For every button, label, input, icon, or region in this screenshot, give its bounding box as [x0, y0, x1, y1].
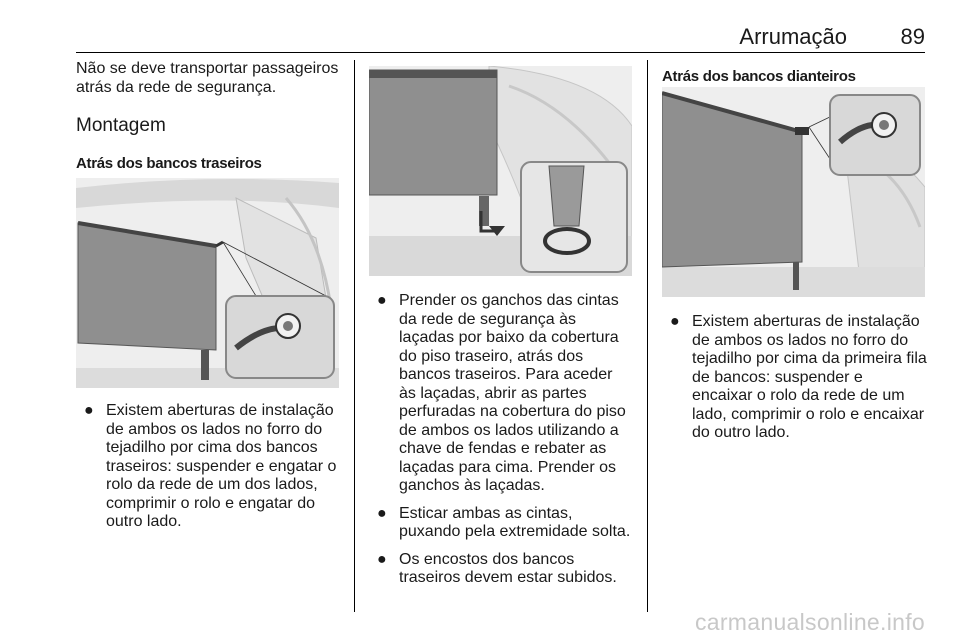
- section-heading: Montagem: [76, 115, 166, 136]
- watermark: carmanualsonline.info: [694, 609, 925, 635]
- column-right: [662, 60, 927, 443]
- list-item: ● Existem aberturas de instalação de ambos os lados no forro do tejadilho por cima dos bancos traseiros: suspender e engatar o rolo da rede de um dos lados, comprimir o rolo e engatar do outro lado.: [84, 402, 337, 530]
- column-left: [76, 60, 342, 532]
- subsection-heading: Atrás dos bancos dianteiros: [662, 68, 856, 85]
- page-header: [76, 22, 925, 53]
- subsection-heading: Atrás dos bancos traseiros: [76, 155, 262, 172]
- column-divider: [647, 60, 648, 612]
- instruction-list: [76, 402, 342, 532]
- page-title: Arrumação: [739, 24, 847, 49]
- column-middle: [369, 60, 633, 588]
- page-number: 89: [900, 24, 925, 49]
- illustration-front-seats-net-roller: [662, 87, 925, 297]
- instruction-list: [369, 292, 633, 588]
- list-item: ● Esticar ambas as cintas, puxando pela extremidade solta.: [377, 504, 631, 540]
- instruction-list: [662, 313, 927, 443]
- list-item: ● Os encostos dos bancos traseiros devem estar subidos.: [377, 550, 617, 586]
- column-divider: [354, 60, 355, 612]
- illustration-rear-seats-net-roller: [76, 178, 339, 388]
- list-item: ● Prender os ganchos das cintas da rede de segurança às laçadas por baixo da cobertura do piso traseiro, atrás dos bancos traseiros. Para aceder às laçadas, abrir as partes perfuradas na cobertura do piso de ambos os lados utilizando a chave de fendas e rebater as laçadas para cima. Prender os ganchos às laçadas.: [377, 292, 626, 494]
- illustration-floor-strap-hooks: [369, 66, 632, 276]
- intro-paragraph: Não se deve transportar passageiros atrás da rede de segurança.: [76, 60, 339, 96]
- list-item: ● Existem aberturas de instalação de ambos os lados no forro do tejadilho por cima da primeira fila de bancos: suspender e encaixar o rolo da rede de um lado, comprimir o rolo e encaixar do outro lado.: [670, 313, 927, 441]
